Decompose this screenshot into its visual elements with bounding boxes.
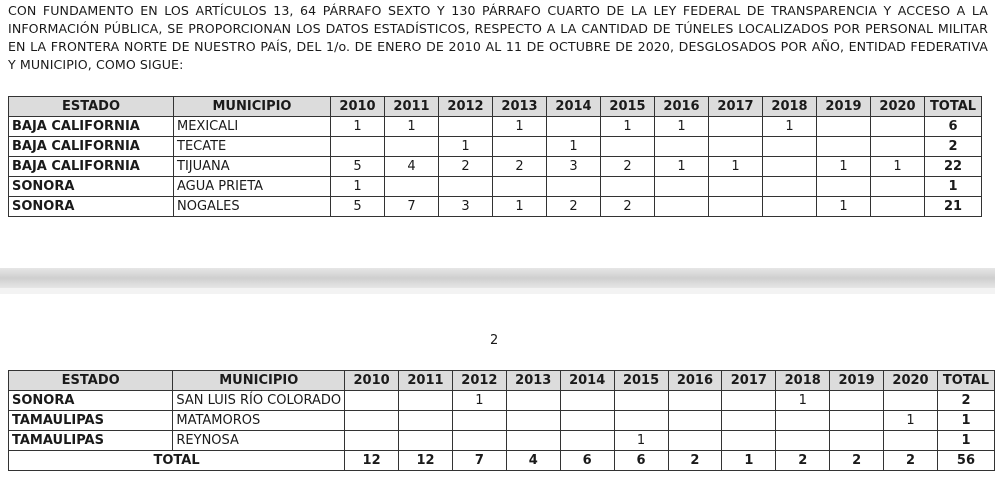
total-cell: 2	[925, 137, 982, 157]
year-cell-2018: 1	[763, 117, 817, 137]
year-cell-2020: 1	[884, 411, 938, 431]
header-cell-2019: 2019	[830, 371, 884, 391]
header-cell-estado: ESTADO	[9, 371, 173, 391]
estado-cell: SONORA	[9, 197, 174, 217]
year-cell-2016: 1	[655, 117, 709, 137]
table-row	[9, 177, 982, 197]
header-cell-2016: 2016	[668, 371, 722, 391]
year-cell-2010: 1	[331, 177, 385, 197]
grand-total-2014: 6	[560, 451, 614, 471]
estado-cell: BAJA CALIFORNIA	[9, 157, 174, 177]
year-cell-2019	[830, 431, 884, 451]
year-cell-2018: 1	[776, 391, 830, 411]
year-cell-2020	[871, 137, 925, 157]
header-cell-2019: 2019	[817, 97, 871, 117]
estado-cell: BAJA CALIFORNIA	[9, 137, 174, 157]
tunnels-table-page2	[8, 370, 995, 471]
page-number: 2	[490, 333, 499, 348]
table-row	[9, 117, 982, 137]
header-cell-estado: ESTADO	[9, 97, 174, 117]
header-cell-2015: 2015	[601, 97, 655, 117]
municipio-cell: NOGALES	[174, 197, 331, 217]
year-cell-2010: 1	[331, 117, 385, 137]
year-cell-2017	[709, 117, 763, 137]
page-separator	[0, 268, 995, 288]
year-cell-2019: 1	[817, 197, 871, 217]
intro-paragraph: CON FUNDAMENTO EN LOS ARTÍCULOS 13, 64 PÁRRAFO SEXTO Y 130 PÁRRAFO CUARTO DE LA LEY FEDERAL DE TRANSPARENCIA Y ACCESO A LA INFORMACIÓN PÚBLICA, SE PROPORCIONAN LOS DATOS ESTADÍSTICOS, RESPECTO A LA CANTIDAD DE TÚNELES LOCALIZADOS POR PERSONAL MILITAR EN LA FRONTERA NORTE DE NUESTRO PAÍS, DEL 1/o. DE ENERO DE 2010 AL 11 DE OCTUBRE DE 2020, DESGLOSADOS POR AÑO, ENTIDAD FEDERATIVA Y MUNICIPIO, COMO SIGUE:	[8, 3, 988, 72]
year-cell-2012	[452, 411, 506, 431]
total-cell: 1	[925, 177, 982, 197]
estado-cell: SONORA	[9, 177, 174, 197]
year-cell-2015	[614, 411, 668, 431]
municipio-cell: SAN LUIS RÍO COLORADO	[173, 391, 345, 411]
year-cell-2014: 2	[547, 197, 601, 217]
year-cell-2019	[830, 411, 884, 431]
year-cell-2011	[385, 137, 439, 157]
year-cell-2014	[547, 117, 601, 137]
year-cell-2011: 4	[385, 157, 439, 177]
year-cell-2015	[614, 391, 668, 411]
header-cell-municipio: MUNICIPIO	[173, 371, 345, 391]
total-cell: 2	[937, 391, 994, 411]
year-cell-2015: 1	[601, 117, 655, 137]
header-cell-2015: 2015	[614, 371, 668, 391]
tunnels-table-page1	[8, 96, 982, 217]
year-cell-2010	[331, 137, 385, 157]
year-cell-2020	[884, 431, 938, 451]
table-row	[9, 411, 995, 431]
grand-total-2010: 12	[345, 451, 399, 471]
year-cell-2018	[763, 137, 817, 157]
year-cell-2019	[817, 117, 871, 137]
grand-total-2011: 12	[399, 451, 453, 471]
year-cell-2015: 2	[601, 197, 655, 217]
year-cell-2016	[668, 431, 722, 451]
grand-total-row	[9, 451, 995, 471]
year-cell-2012: 2	[439, 157, 493, 177]
header-cell-2013: 2013	[506, 371, 560, 391]
year-cell-2019	[817, 137, 871, 157]
year-cell-2020	[871, 197, 925, 217]
year-cell-2014	[560, 411, 614, 431]
estado-cell: BAJA CALIFORNIA	[9, 117, 174, 137]
year-cell-2018	[776, 431, 830, 451]
year-cell-2015: 2	[601, 157, 655, 177]
table-row	[9, 137, 982, 157]
year-cell-2019	[830, 391, 884, 411]
header-cell-2017: 2017	[709, 97, 763, 117]
year-cell-2017	[709, 137, 763, 157]
header-cell-2012: 2012	[439, 97, 493, 117]
municipio-cell: TIJUANA	[174, 157, 331, 177]
header-cell-2013: 2013	[493, 97, 547, 117]
year-cell-2011	[399, 411, 453, 431]
header-cell-2014: 2014	[547, 97, 601, 117]
year-cell-2014: 1	[547, 137, 601, 157]
header-cell-2012: 2012	[452, 371, 506, 391]
grand-total-2013: 4	[506, 451, 560, 471]
total-cell: 1	[937, 411, 994, 431]
table-row	[9, 391, 995, 411]
grand-total-2017: 1	[722, 451, 776, 471]
year-cell-2018	[763, 157, 817, 177]
year-cell-2016	[668, 391, 722, 411]
year-cell-2014	[560, 391, 614, 411]
header-cell-2018: 2018	[776, 371, 830, 391]
year-cell-2012: 1	[452, 391, 506, 411]
header-cell-total: TOTAL	[937, 371, 994, 391]
header-cell-2011: 2011	[399, 371, 453, 391]
table-row	[9, 157, 982, 177]
year-cell-2017	[722, 391, 776, 411]
year-cell-2018	[763, 197, 817, 217]
year-cell-2012: 1	[439, 137, 493, 157]
header-cell-2010: 2010	[331, 97, 385, 117]
header-cell-2010: 2010	[345, 371, 399, 391]
total-cell: 1	[937, 431, 994, 451]
header-cell-2018: 2018	[763, 97, 817, 117]
year-cell-2010	[345, 411, 399, 431]
year-cell-2018	[776, 411, 830, 431]
year-cell-2014: 3	[547, 157, 601, 177]
grand-total-2016: 2	[668, 451, 722, 471]
grand-total-2015: 6	[614, 451, 668, 471]
year-cell-2011	[399, 391, 453, 411]
table-row	[9, 197, 982, 217]
year-cell-2012	[439, 177, 493, 197]
header-cell-total: TOTAL	[925, 97, 982, 117]
grand-total-sum: 56	[937, 451, 994, 471]
grand-total-2020: 2	[884, 451, 938, 471]
year-cell-2011	[385, 177, 439, 197]
year-cell-2013	[506, 391, 560, 411]
header-cell-municipio: MUNICIPIO	[174, 97, 331, 117]
year-cell-2016	[668, 411, 722, 431]
year-cell-2013	[506, 431, 560, 451]
year-cell-2010: 5	[331, 157, 385, 177]
year-cell-2012	[439, 117, 493, 137]
year-cell-2010: 5	[331, 197, 385, 217]
estado-cell: SONORA	[9, 391, 173, 411]
year-cell-2015: 1	[614, 431, 668, 451]
year-cell-2016	[655, 137, 709, 157]
year-cell-2017	[722, 411, 776, 431]
header-cell-2016: 2016	[655, 97, 709, 117]
municipio-cell: AGUA PRIETA	[174, 177, 331, 197]
year-cell-2017: 1	[709, 157, 763, 177]
estado-cell: TAMAULIPAS	[9, 431, 173, 451]
year-cell-2011: 1	[385, 117, 439, 137]
year-cell-2013: 1	[493, 117, 547, 137]
header-row	[9, 371, 995, 391]
year-cell-2013: 2	[493, 157, 547, 177]
year-cell-2017	[709, 197, 763, 217]
year-cell-2016	[655, 197, 709, 217]
year-cell-2012	[452, 431, 506, 451]
grand-total-label: TOTAL	[9, 451, 345, 471]
year-cell-2019: 1	[817, 157, 871, 177]
year-cell-2018	[763, 177, 817, 197]
total-cell: 6	[925, 117, 982, 137]
total-cell: 21	[925, 197, 982, 217]
year-cell-2013	[493, 177, 547, 197]
header-cell-2014: 2014	[560, 371, 614, 391]
year-cell-2017	[722, 431, 776, 451]
municipio-cell: TECATE	[174, 137, 331, 157]
year-cell-2020: 1	[871, 157, 925, 177]
year-cell-2016	[655, 177, 709, 197]
header-cell-2020: 2020	[871, 97, 925, 117]
header-cell-2017: 2017	[722, 371, 776, 391]
page-separator-shadow	[0, 288, 995, 294]
year-cell-2011: 7	[385, 197, 439, 217]
year-cell-2020	[871, 177, 925, 197]
year-cell-2015	[601, 137, 655, 157]
table-row	[9, 431, 995, 451]
grand-total-2019: 2	[830, 451, 884, 471]
year-cell-2013: 1	[493, 197, 547, 217]
year-cell-2011	[399, 431, 453, 451]
year-cell-2017	[709, 177, 763, 197]
estado-cell: TAMAULIPAS	[9, 411, 173, 431]
year-cell-2012: 3	[439, 197, 493, 217]
year-cell-2013	[506, 411, 560, 431]
grand-total-2012: 7	[452, 451, 506, 471]
municipio-cell: MEXICALI	[174, 117, 331, 137]
year-cell-2014	[547, 177, 601, 197]
municipio-cell: MATAMOROS	[173, 411, 345, 431]
year-cell-2013	[493, 137, 547, 157]
year-cell-2014	[560, 431, 614, 451]
header-row	[9, 97, 982, 117]
year-cell-2015	[601, 177, 655, 197]
year-cell-2020	[884, 391, 938, 411]
header-cell-2011: 2011	[385, 97, 439, 117]
year-cell-2019	[817, 177, 871, 197]
municipio-cell: REYNOSA	[173, 431, 345, 451]
year-cell-2020	[871, 117, 925, 137]
year-cell-2016: 1	[655, 157, 709, 177]
total-cell: 22	[925, 157, 982, 177]
header-cell-2020: 2020	[884, 371, 938, 391]
grand-total-2018: 2	[776, 451, 830, 471]
year-cell-2010	[345, 391, 399, 411]
year-cell-2010	[345, 431, 399, 451]
